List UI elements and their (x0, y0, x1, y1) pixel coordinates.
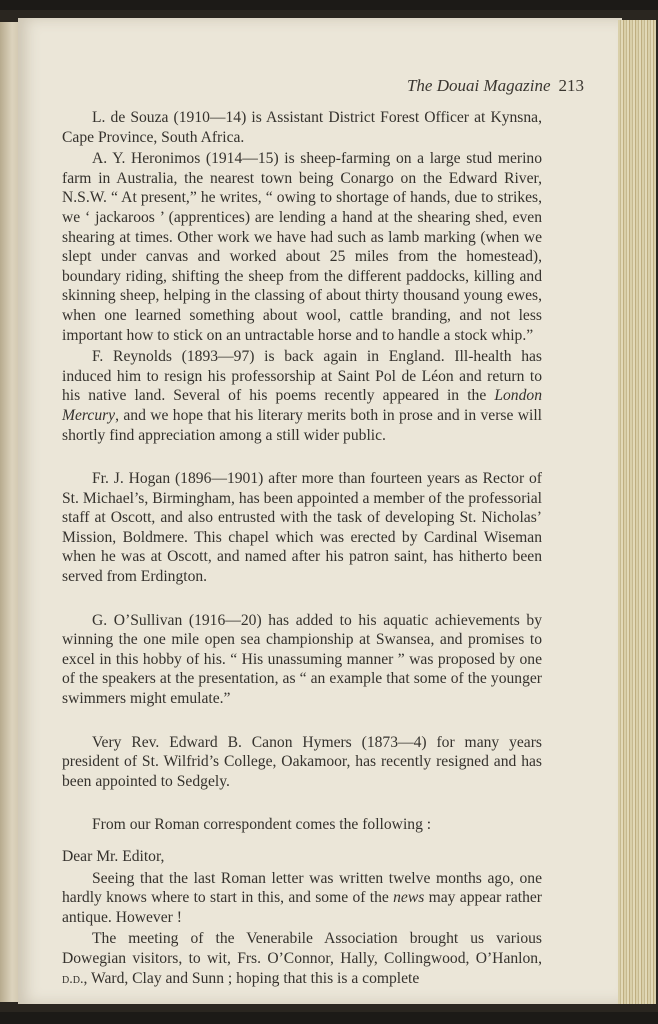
paragraph-hymers: Very Rev. Edward B. Canon Hymers (1873—4) for many years president of St. Wilfrid’s College, Oakamoor, has recently resigned and has been appointed to Sedgely. (62, 733, 542, 790)
paragraph-roman-intro: From our Roman correspondent comes the following : (92, 816, 432, 834)
reynolds-text-1: F. Reynolds (1893—97) is back again in England. Ill-health has induced him to resign his professorship at Saint Pol de Léon and return to his native land. Several of his poems recently appeared in the (62, 348, 542, 405)
paragraph-reynolds (62, 347, 542, 445)
letter-1-text-1: Seeing that the last Roman letter was written twelve months ago, one hardly knows where to start in this, and some of the (62, 869, 542, 907)
letter-2-degree: d.d. (62, 970, 84, 987)
body-text (62, 108, 542, 991)
page-number: 213 (558, 76, 584, 95)
page-edges (618, 20, 656, 1004)
letter-salutation: Dear Mr. Editor, (62, 848, 165, 865)
magazine-title: The Douai Magazine (406, 76, 551, 95)
paragraph-osullivan: G. O’Sullivan (1916—20) has added to his aquatic achievements by winning the one mile open sea championship at Swansea, and promises to excel in this hobby of his. “ His unassuming manner ” was proposed by one of the speakers at the presentation, as “ an example that some of the younger swimmers might emulate.” (62, 611, 542, 708)
paragraph-hogan: Fr. J. Hogan (1896—1901) after more than fourteen years as Rector of St. Michael’s, Birmingham, has been appointed a member of the professorial staff at Oscott, and also entrusted with the task of developing St. Nicholas’ Mission, Boldmere. This chapel which was erected by Cardinal Wiseman when he was at Oscott, and named after his patron saint, has hitherto been served from Erdington. (62, 470, 542, 586)
reynolds-journal-title: London Mercury (62, 387, 542, 424)
reynolds-text-2: , and we hope that his literary merits both in prose and in verse will shortly find appreciation among a still wider public. (62, 406, 542, 444)
paragraph-heronimos: A. Y. Heronimos (1914—15) is sheep-farming on a large stud merino farm in Australia, the nearest town being Conargo on the Edward River, N.S.W. “ At present,” he writes, “ owing to shortage of hands, due to strikes, we ‘ jackaroos ’ (apprentices) are lending a hand at the shearing shed, even shearing at times. Other work we have had such as lamb marking (when we slept under canvas and worked about 25 miles from the homestead), boundary riding, shifting the sheep from the different paddocks, killing and skinning sheep, helping in the classing of about thirty thousand young ewes, when one learned something about wool, cattle branding, and not less important how to stick on an untractable horse and to handle a stock whip.” (62, 150, 542, 344)
letter-1-italic-news: news (393, 889, 425, 907)
running-head (407, 76, 584, 96)
letter-2-text-1: The meeting of the Venerabile Association brought us various Dowegian visitors, to wit, Frs. O’Connor, Hally, Collingwood, O’Hanlon, (62, 930, 542, 967)
letter-1-text-2: may appear rather antique. However ! (62, 889, 542, 926)
paragraph-letter-2 (62, 929, 542, 989)
paragraph-letter-1 (62, 869, 542, 928)
paragraph-souza: L. de Souza (1910—14) is Assistant District Forest Officer at Kynsna, Cape Province, South Africa. (62, 109, 542, 146)
letter-2-text-2: , Ward, Clay and Sunn ; hoping that this is a complete (83, 969, 420, 987)
